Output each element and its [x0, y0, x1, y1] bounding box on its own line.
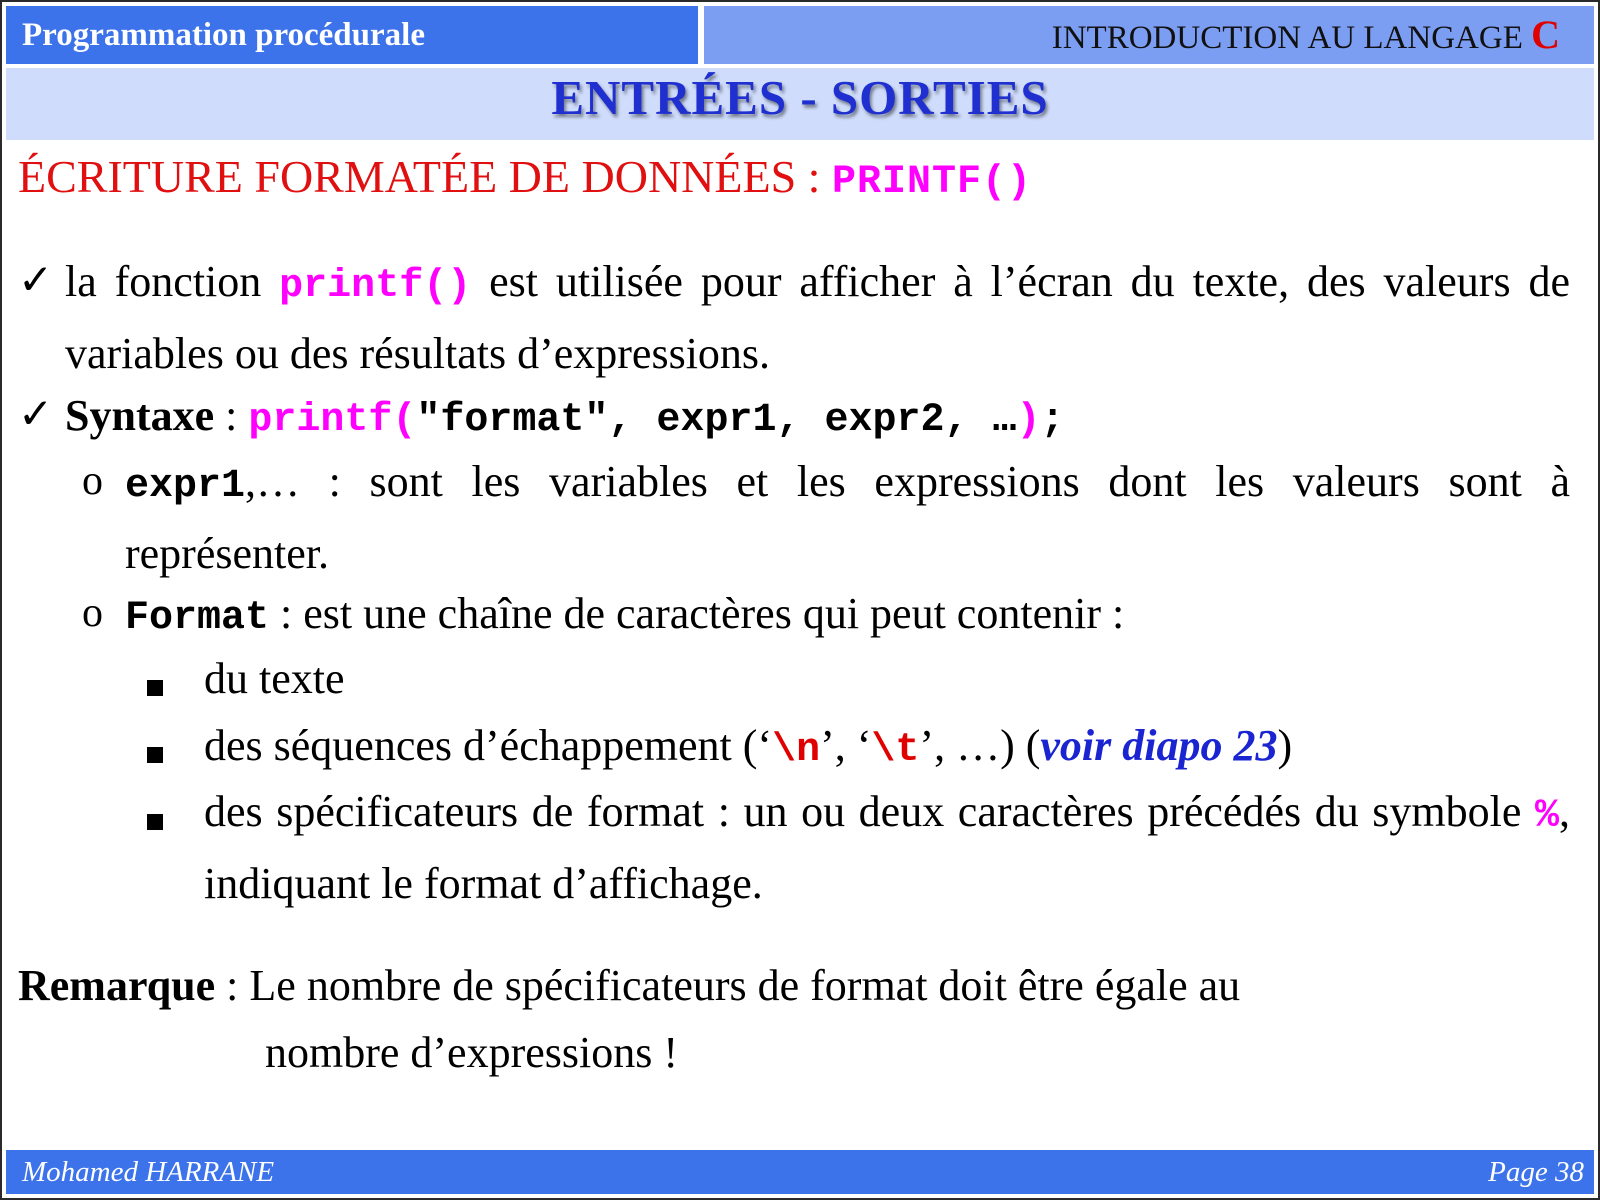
check-icon: ✓ [18, 392, 54, 438]
remark-label: Remarque [18, 961, 216, 1010]
remark-sep: : [215, 961, 250, 1010]
section-title [18, 152, 1032, 208]
syntax-sep: : [214, 391, 249, 440]
sub1-text: ,… : sont les variables et les expressions dont les valeurs sont à représenter. [125, 457, 1570, 578]
sub2-text: : est une chaîne de caractères qui peut contenir : [269, 589, 1125, 638]
circle-bullet-icon: o [82, 590, 103, 636]
sub-expr-description [125, 448, 1570, 587]
bullet-printf-description [65, 248, 1570, 387]
item3-pre: des spécificateurs de format : un ou deux caractères précédés du symbole [204, 787, 1535, 836]
item2-end: ) [1277, 721, 1293, 770]
chapter-letter: C [1531, 12, 1560, 57]
syntax-label: Syntaxe [65, 391, 215, 440]
square-bullet-icon [147, 680, 163, 696]
section-func: PRINTF() [831, 160, 1032, 205]
bullet-syntax [65, 382, 1570, 454]
section-title-text: ÉCRITURE FORMATÉE DE DONNÉES : [18, 151, 832, 202]
square-bullet-icon [147, 814, 163, 830]
course-title: Programmation procédurale [6, 6, 698, 64]
chapter-title [704, 6, 1594, 64]
check-icon: ✓ [18, 258, 54, 304]
footer-author: Mohamed HARRANE [22, 1156, 275, 1188]
square-bullet-icon [147, 747, 163, 763]
sub1-code: expr1 [125, 464, 246, 509]
syntax-end: ; [1040, 398, 1065, 443]
escape-newline: \n [772, 728, 821, 773]
remark-line1 [18, 952, 1570, 1019]
remark-line2: nombre d’expressions ! [265, 1028, 679, 1077]
escape-tab: \t [871, 728, 920, 773]
item3-post: , indiquant le format d’affichage. [204, 787, 1570, 908]
remark-text-line1: Le nombre de spécificateurs de format doit être égale au [249, 961, 1241, 1010]
slide-title: ENTRÉES - SORTIES [551, 70, 1049, 125]
sub2-code: Format [125, 596, 270, 641]
item2-mid: ’, ‘ [820, 721, 872, 770]
item-text: du texte [204, 654, 345, 703]
see-slide-link[interactable]: voir diapo 23 [1040, 721, 1278, 770]
syntax-close: ) [1016, 398, 1041, 443]
footer-page-number: Page 38 [1488, 1156, 1584, 1188]
bullet1-code: printf() [279, 264, 472, 309]
circle-bullet-icon: o [82, 458, 103, 504]
item-escape-sequences [204, 712, 1570, 784]
footer [6, 1150, 1594, 1194]
chapter-label: INTRODUCTION AU LANGAGE [1051, 20, 1523, 56]
item2-post: ’, …) ( [919, 721, 1041, 770]
percent-symbol: % [1534, 794, 1559, 839]
item-format-specifiers [204, 778, 1570, 917]
sub-format-description [125, 580, 1570, 652]
syntax-args: "format", expr1, expr2, … [416, 398, 1017, 443]
bullet1-post: est utilisée pour afficher à l’écran du texte, des valeurs de variables ou des résultats d’expressions. [65, 257, 1570, 378]
syntax-func: printf( [248, 398, 417, 443]
bullet1-pre: la fonction [65, 257, 280, 306]
item2-pre: des séquences d’échappement (‘ [204, 721, 773, 770]
